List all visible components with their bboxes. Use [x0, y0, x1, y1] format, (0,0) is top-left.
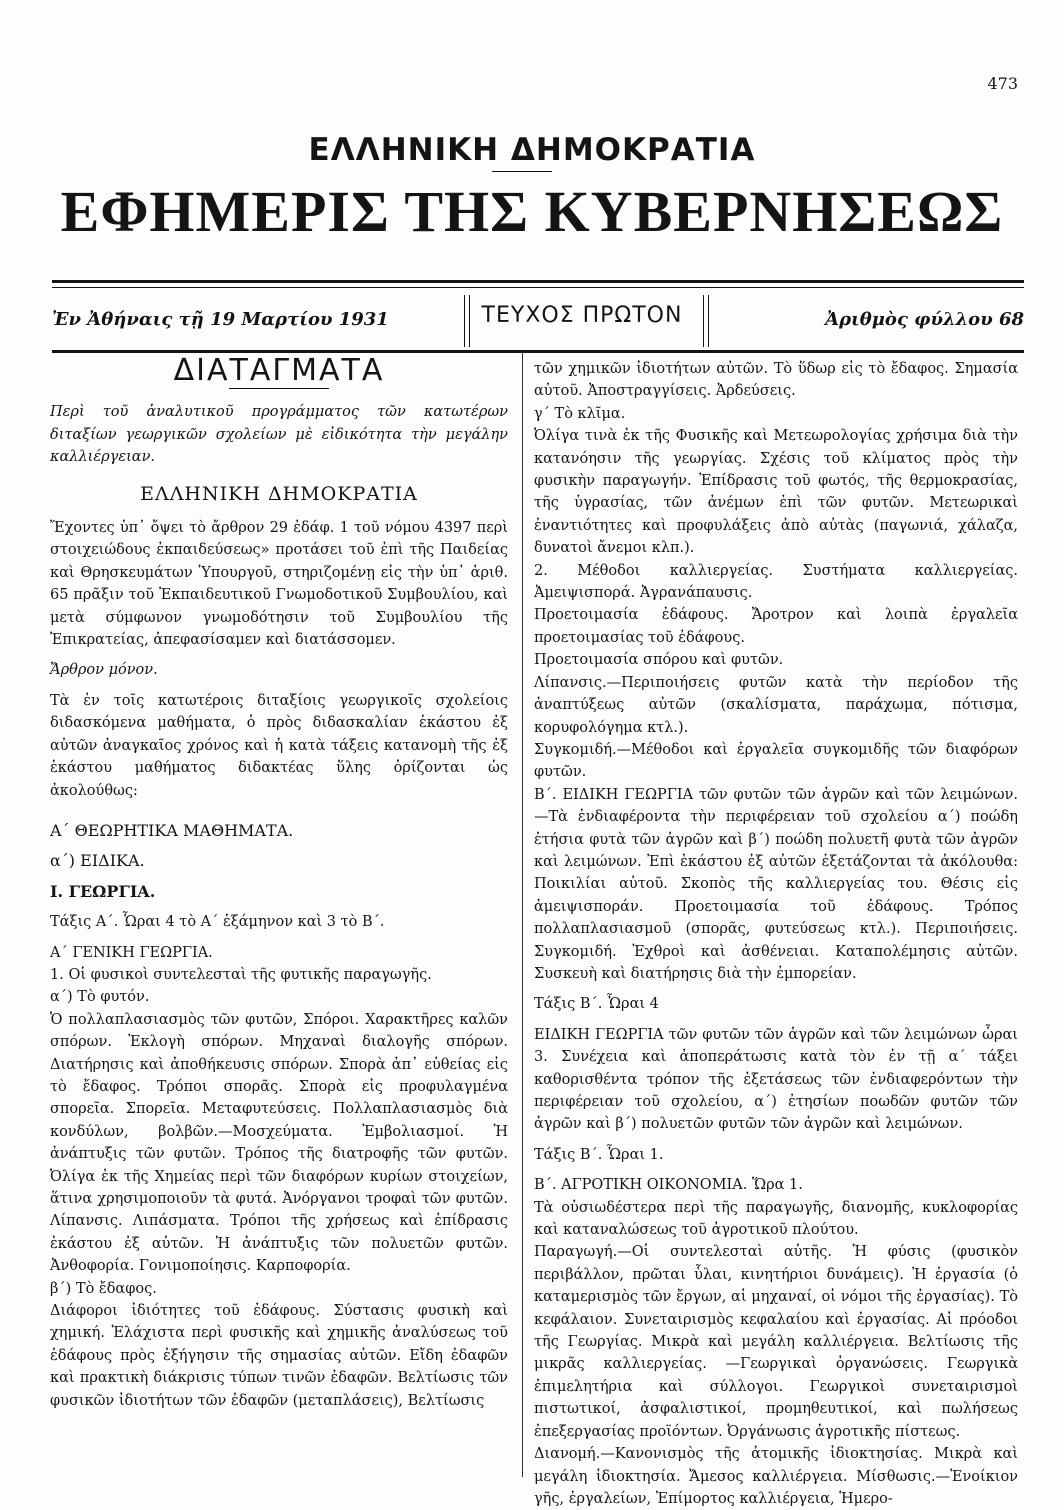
schedule-class-b-1: Τάξις Β΄. Ὧραι 4 — [534, 996, 659, 1013]
special-agriculture: Β΄. ΕΙΔΙΚΗ ΓΕΩΡΓΙΑ τῶν φυτῶν τῶν ἀγρῶν καὶ τῶν λειμώνων.—Τὰ ἐνδιαφέροντα τὴν περιφέρειαν τοῦ σχολείου α΄) ποώδη ἐτήσια φυτὰ τῶν ἀγρῶν καὶ β΄) ποώδη πολυετῆ φυτὰ τῶν ἀγρῶν καὶ λειμώνων. Ἐπὶ ἑκάστου ἐξ αὐτῶν ἐξετάζονται τὰ ἀκόλουθα: Ποικιλίαι αὐτοῦ. Σκοπὸς τῆς καλλιεργείας του. Θέσις εἰς ἀμειψισποράν. Προετοιμασία τοῦ ἐδάφους. Τρόπος πολλαπλασιασμοῦ (σπορᾶς, φυτεύσεως κτλ.). Περιποιήσεις. Συγκομιδή. Ἐχθροὶ καὶ ἀσθένειαι. Καταπολέμησις αὐτῶν. Συσκευὴ καὶ διατήρησις διὰ τὴν ἐμπορείαν. — [534, 786, 1018, 982]
masthead-title: ΕΦΗΜΕΡΙΣ ΤΗΣ ΚΥΒΕΡΝΗΣΕΩΣ — [60, 179, 1004, 244]
agricultural-economy-intro: Τὰ οὐσιωδέστερα περὶ τῆς παραγωγῆς, διανομῆς, κυκλοφορίας καὶ καταναλώσεως τοῦ ἀγροτικοῦ πλούτου. — [534, 1199, 1018, 1239]
left-column — [50, 353, 508, 1412]
issue-sheet-number: Ἀριθμὸς φύλλου 68 — [825, 309, 1024, 330]
harvest: Συγκομιδή.—Μέθοδοι καὶ ἐργαλεῖα συγκομιδῆς τῶν διαφόρων φυτῶν. — [534, 741, 1018, 781]
header-rule-top — [52, 280, 1024, 283]
special-agriculture-2: ΕΙΔΙΚΗ ΓΕΩΡΓΙΑ τῶν φυτῶν τῶν ἀγρῶν καὶ τῶν λειμώνων ὧραι 3. Συνέχεια καὶ ἀποπεράτωσις κατὰ τὸν ἐν τῇ α΄ τάξει καθορισθέντα τρόπον τῆς ἐξετάσεως τῶν ἐνδιαφερόντων τὴν περιφέρειαν τοῦ σχολείου, α΄) ἐτησίων ποωδῶν φυτῶν τῶν ἀγρῶν καὶ β΄) πολυετῶν φυτῶν τῶν ἀγρῶν καὶ λειμώνων. — [534, 1026, 1018, 1133]
issue-divider-right — [703, 295, 704, 347]
seed-preparation: Προετοιμασία σπόρου καὶ φυτῶν. — [534, 652, 784, 669]
issue-date: Ἐν Ἀθήναις τῇ 19 Μαρτίου 1931 — [52, 309, 389, 330]
schedule-class-a: Τάξις Α΄. Ὧραι 4 τὸ Α΄ ἑξάμηνον καὶ 3 τὸ Β΄. — [50, 914, 385, 931]
heading-agriculture: Ι. ΓΕΩΡΓΙΑ. — [50, 881, 156, 901]
soil-text: Διάφοροι ἰδιότητες τοῦ ἐδάφους. Σύστασις φυσικὴ καὶ χημική. Ἐλάχιστα περὶ φυσικῆς καὶ χημικῆς ἀναλύσεως τοῦ ἐδάφους πρὸς ἐξήγησιν τῆς σημασίας αὐτῶν. Εἴδη ἐδαφῶν καὶ πρακτικὴ διάκρισις τύπων τινῶν ἐδαφῶν. Βελτίωσις τῶν φυσικῶν ἰδιοτήτων τῶν ἐδαφῶν (μεταπλάσεις), Βελτίωσις — [50, 1303, 508, 1409]
heading-theoretical: Α΄ ΘΕΩΡΗΤΙΚΑ ΜΑΘΗΜΑΤΑ. — [50, 820, 294, 840]
masthead-divider — [492, 171, 552, 172]
section-title-rule — [229, 388, 329, 389]
column-divider — [522, 352, 523, 1477]
item-plant: α΄) Τὸ φυτόν. — [50, 989, 150, 1006]
schedule-class-b-2: Τάξις Β΄. Ὧραι 1. — [534, 1146, 664, 1163]
preamble: Ἔχοντες ὑπ᾽ ὄψει τὸ ἄρθρον 29 ἐδάφ. 1 τοῦ νόμου 4397 περὶ στοιχειώδους ἐκπαιδεύσεως» προτάσει τοῦ ἐπὶ τῆς Παιδείας καὶ Θρησκευμάτων Ὑπουργοῦ, στηριζομένῃ εἰς τὴν ὑπ᾽ ἀριθ. 65 πρᾶξιν τοῦ Ἐκπαιδευτικοῦ Γνωμοδοτικοῦ Συμβουλίου, καὶ μετὰ σύμφωνον γνωμοδότησιν τοῦ Συμβουλίου τῆς Ἐπικρατείας, ἀπεφασίσαμεν καὶ διατάσσομεν. — [50, 520, 508, 649]
masthead-republic: ΕΛΛΗΝΙΚΗ ΔΗΜΟΚΡΑΤΙΑ — [308, 132, 756, 168]
distribution-text: Διανομή.—Κανονισμὸς τῆς ἀτομικῆς ἰδιοκτησίας. Μικρὰ καὶ μεγάλη ἰδιοκτησία. Ἄμεσος καλλιέργεια. Μίσθωσις.—Ἐνοίκιον γῆς, ἐργαλείων, Ἐπίμορτος καλλιέργεια, Ἡμερο- — [534, 1446, 1018, 1507]
production-text: Παραγωγή.—Οἱ συντελεσταὶ αὐτῆς. Ἡ φύσις (φυσικὸν περιβάλλον, πρῶται ὗλαι, κινητήριοι δυνάμεις). Ἡ ἐργασία (ὁ καταμερισμὸς τῶν ἔργων, αἱ μηχαναί, οἱ νόμοι τῆς ἐργασίας). Τὸ κεφάλαιον. Συνεταιρισμὸς κεφαλαίου καὶ ἐργασίας. Αἱ πρόοδοι τῆς Γεωργίας. Μικρὰ καὶ μεγάλη καλλιέργεια. Βελτίωσις τῆς μικρᾶς καλλιεργείας. —Γεωργικαὶ ὀργανώσεις. Γεωργικὰ ἐπιμελητήρια καὶ σύλλογοι. Γεωργικοὶ συνεταιρισμοὶ πιστωτικοί, ἀσφαλιστικοί, προμηθευτικοί, καὶ πωλήσεως ἐπεξεργασίας προϊόντων. Ὀργάνωσις ἀγροτικῆς πίστεως. — [534, 1244, 1018, 1440]
climate-text: Ὀλίγα τινὰ ἐκ τῆς Φυσικῆς καὶ Μετεωρολογίας χρήσιμα διὰ τὴν κατανόησιν τῆς γεωργίας. Σχέσις τοῦ κλίματος πρὸς τὴν φυσικὴν παραγωγήν. Ἐπίδρασις τοῦ φωτός, τῆς θερμοκρασίας, τῆς ὑγρασίας, τῶν ἀνέμων ἐπὶ τῶν φυτῶν. Μετεωρικαὶ ἐναντιότητες καὶ προφυλάξεις ἀπὸ αὐτὰς (παγωνιά, χάλαζα, δυνατοὶ ἄνεμοι κλπ.). — [534, 428, 1018, 557]
section-title: ΔΙΑΤΑΓΜΑΤΑ — [173, 353, 385, 388]
page-number: 473 — [987, 74, 1018, 93]
issue-divider-right-2 — [708, 295, 709, 347]
agricultural-economy-heading: Β΄. ΑΓΡΟΤΙΚΗ ΟΙΚΟΝΟΜΙΑ. Ὥρα 1. — [534, 1177, 803, 1194]
issue-bar — [52, 295, 1024, 349]
article-text: Τὰ ἐν τοῖς κατωτέροις διταξίοις γεωργικοῖς σχολείοις διδασκόμενα μαθήματα, ὁ πρὸς διδασκαλίαν ἑκάστου ἐξ αὐτῶν ἀναγκαῖος χρόνος καὶ ἡ κατὰ τάξεις κατανομὴ τῆς ἐξ ἑκάστου μαθήματος διδακτέας ὕλης ὁρίζονται ὡς ἀκολούθως: — [50, 692, 508, 799]
plants-text: Ὁ πολλαπλασιασμὸς τῶν φυτῶν, Σπόροι. Χαρακτῆρες καλῶν σπόρων. Ἐκλογὴ σπόρων. Μηχαναὶ διαλογῆς σπόρων. Διατήρησις καὶ ἀποθήκευσις σπόρων. Σπορὰ ἀπ᾽ εὐθείας εἰς τὸ ἔδαφος. Τρόποι σπορᾶς. Σπορὰ εἰς προφυλαγμένα σπορεῖα. Σπορεῖα. Μεταφυτεύσεις. Πολλαπλασιασμὸς διὰ κονδύλων, βολβῶν.—Μοσχεύματα. Ἐμβολιασμοί. Ἡ ἀνάπτυξις τῶν φυτῶν. Τρόπος τῆς διατροφῆς τῶν φυτῶν. Ὀλίγα ἐκ τῆς Χημείας περὶ τῶν διαφόρων κυρίων στοιχείων, ἅτινα χρησιμοποιοῦν τὰ φυτά. Ἀνόργανοι τροφαὶ τῶν φυτῶν. Λίπανσις. Λιπάσματα. Τρόποι τῆς χρήσεως καὶ ἐπίδρασις ἑκάστου ἐξ αὐτῶν. Ἡ ἀνάπτυξις τῶν πολυετῶν φυτῶν. Ἀνθοφορία. Γονιμοποίησις. Καρποφορία. — [50, 1011, 508, 1275]
right-column — [534, 358, 1018, 1510]
item-climate: γ΄ Τὸ κλῖμα. — [534, 405, 626, 422]
header-rule-top-thin — [52, 287, 1024, 288]
decree-subject: Περὶ τοῦ ἀναλυτικοῦ προγράμματος τῶν κατωτέρων διταξίων γεωργικῶν σχολείων μὲ εἰδικότητα τὴν μεγάλην καλλιέργειαν. — [50, 404, 508, 466]
heading-special: α΄) ΕΙΔΙΚΑ. — [50, 851, 145, 871]
item-soil: β΄) Τὸ ἔδαφος. — [50, 1280, 157, 1297]
article-heading: Ἄρθρον μόνον. — [50, 662, 158, 679]
issue-label: ΤΕΥΧΟΣ ΠΡΩΤΟΝ — [481, 303, 683, 328]
soil-preparation: Προετοιμασία ἐδάφους. Ἄροτρον καὶ λοιπὰ ἐργαλεῖα προετοιμασίας τοῦ ἐδάφους. — [534, 607, 1018, 646]
item-2: 2. Μέθοδοι καλλιεργείας. Συστήματα καλλιεργείας. Ἀμειψισπορά. Ἀγρανάπαυσις. — [534, 562, 1018, 602]
continued-text: τῶν χημικῶν ἰδιοτήτων αὐτῶν. Τὸ ὕδωρ εἰς τὸ ἔδαφος. Σημασία αὐτοῦ. Ἀποστραγγίσεις. Ἀρδεύσεις. — [534, 361, 1018, 400]
fertilizing: Λίπανσις.—Περιποιήσεις φυτῶν κατὰ τὴν περίοδον τῆς ἀναπτύξεως αὐτῶν (σκαλίσματα, παράχωμα, πότισμα, κορυφολόγημα κτλ.). — [534, 674, 1018, 736]
republic-heading: ΕΛΛΗΝΙΚΗ ΔΗΜΟΚΡΑΤΙΑ — [140, 482, 418, 505]
item-1: 1. Οἱ φυσικοὶ συντελεσταὶ τῆς φυτικῆς παραγωγῆς. — [50, 966, 432, 983]
general-agriculture-heading: Α΄ ΓΕΝΙΚΗ ΓΕΩΡΓΙΑ. — [50, 944, 213, 961]
